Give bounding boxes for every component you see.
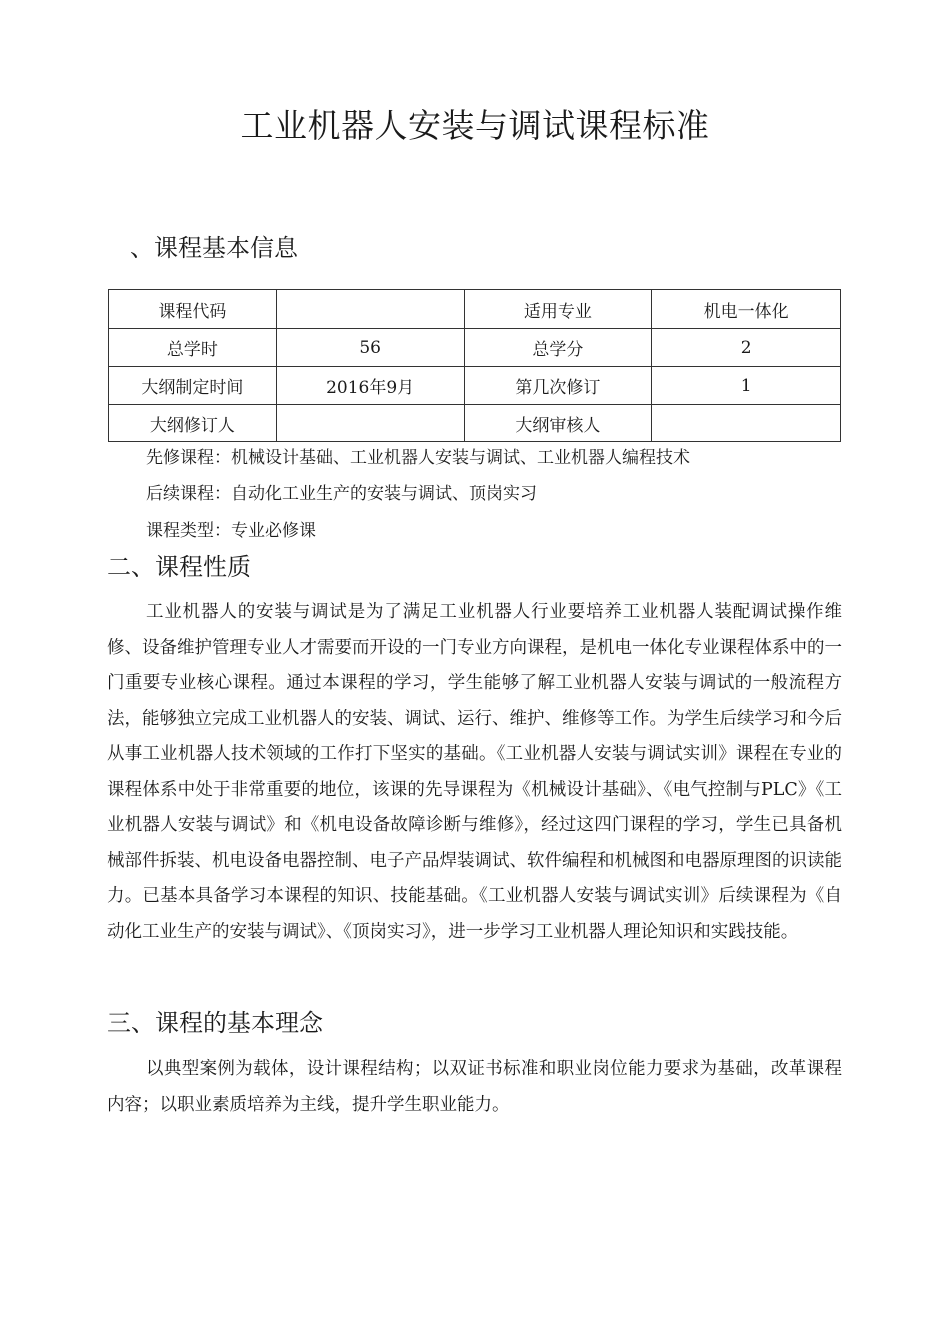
table-cell-value: [276, 405, 464, 442]
table-cell-label: 大纲审核人: [464, 405, 652, 442]
section-heading-nature: 二、课程性质: [107, 553, 251, 581]
table-cell-value: 2: [652, 329, 841, 367]
nature-paragraph: 工业机器人的安装与调试是为了满足工业机器人行业要培养工业机器人装配调试操作维修、设备维护管理专业人才需要而开设的一门专业方向课程，是机电一体化专业课程体系中的一门重要专业核心课程。通过本课程的学习，学生能够了解工业机器人安装与调试的一般流程方法，能够独立完成工业机器人的安装、调试、运行、维护、维修等工作。为学生后续学习和今后从事工业机器人技术领域的工作打下坚实的基础。《工业机器人安装与调试实训》课程在专业的课程体系中处于非常重要的地位，该课的先导课程为《机械设计基础》、《电气控制与PLC》《工业机器人安装与调试》和《机电设备故障诊断与维修》，经过这四门课程的学习，学生已具备机械部件拆装、机电设备电器控制、电子产品焊装调试、软件编程和机械图和电器原理图的识读能力。已基本具备学习本课程的知识、技能基础。《工业机器人安装与调试实训》后续课程为《自动化工业生产的安装与调试》、《顶岗实习》，进一步学习工业机器人理论知识和实践技能。: [107, 602, 842, 942]
course-info-table: [108, 289, 841, 442]
table-cell-value: 1: [652, 367, 841, 405]
table-cell-label: 适用专业: [464, 290, 652, 329]
concept-paragraph: 以典型案例为载体，设计课程结构；以双证书标准和职业岗位能力要求为基础，改革课程内容；以职业素质培养为主线，提升学生职业能力。: [107, 1059, 842, 1115]
table-row: [109, 290, 841, 329]
section-heading-basic-info: 、课程基本信息: [130, 234, 298, 262]
document-title: 工业机器人安装与调试课程标准: [240, 106, 710, 145]
table-row: [109, 329, 841, 367]
table-cell-value: 2016年9月: [276, 367, 464, 405]
followup-courses: 后续课程：自动化工业生产的安装与调试、顶岗实习: [146, 484, 537, 504]
table-cell-label: 大纲修订人: [109, 405, 277, 442]
table-cell-label: 总学时: [109, 329, 277, 367]
table-cell-value: 机电一体化: [652, 290, 841, 329]
table-cell-label: 大纲制定时间: [109, 367, 277, 405]
table-cell-label: 总学分: [464, 329, 652, 367]
section-heading-concept: 三、课程的基本理念: [107, 1009, 323, 1037]
table-cell-label: 第几次修订: [464, 367, 652, 405]
table-cell-value: 56: [276, 329, 464, 367]
prerequisite-courses: 先修课程：机械设计基础、工业机器人安装与调试、工业机器人编程技术: [146, 448, 690, 468]
table-cell-label: 课程代码: [109, 290, 277, 329]
table-row: [109, 405, 841, 442]
table-row: [109, 367, 841, 405]
table-cell-value: [276, 290, 464, 329]
table-cell-value: [652, 405, 841, 442]
course-type: 课程类型：专业必修课: [146, 521, 316, 541]
